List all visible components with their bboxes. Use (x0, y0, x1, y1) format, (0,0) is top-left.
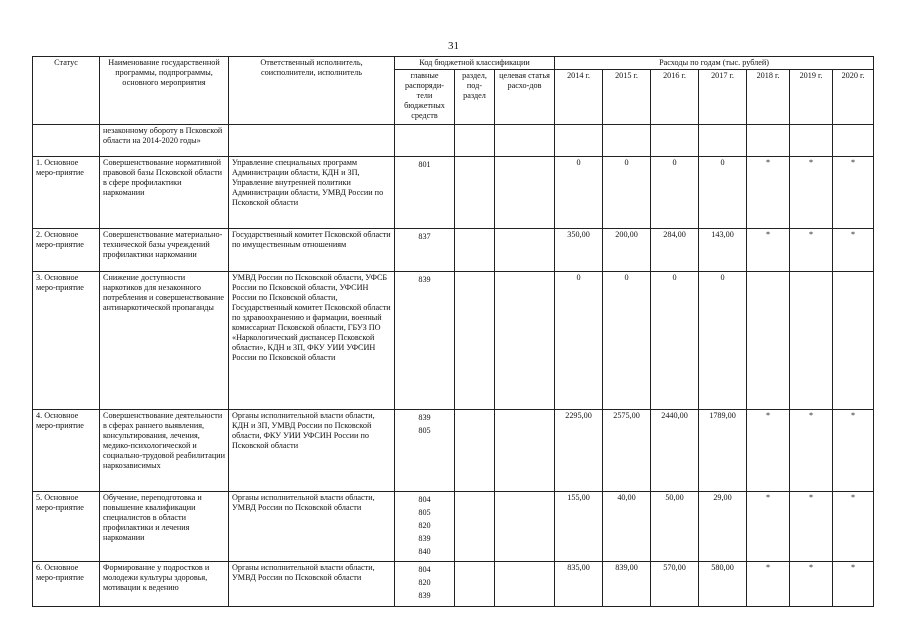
row-code: 820 (418, 521, 431, 530)
row-code: 805 (418, 426, 431, 435)
row-name: Совершенствование деятельности в сферах раннего выявления, консультирования, лечения, медико-психологической и социально-трудовой реабилитации наркозависимых (100, 410, 229, 492)
row-name: Формирование у подростков и молодежи культуры здоровья, мотивации к ведению (100, 562, 229, 607)
row-value: * (790, 157, 833, 229)
header-executor: Ответственный исполнитель, соисполнители, исполнитель (229, 57, 395, 125)
row-code: 804 (418, 565, 431, 574)
row-value: * (790, 410, 833, 492)
header-year: 2014 г. (555, 70, 603, 125)
row-value: 570,00 (651, 562, 699, 607)
table-row (33, 157, 874, 229)
header-budget-code: Код бюджетной классификации (395, 57, 555, 70)
row-value: 0 (651, 157, 699, 229)
row-code: 805 (418, 508, 431, 517)
row-value: 2440,00 (651, 410, 699, 492)
row-value: 2575,00 (603, 410, 651, 492)
row-codes (395, 562, 455, 607)
header-status: Статус (33, 57, 100, 125)
row-codes (395, 410, 455, 492)
row-value: * (747, 410, 790, 492)
row-value: * (747, 157, 790, 229)
row-value: * (747, 492, 790, 562)
row-value: * (747, 562, 790, 607)
continuation-row (33, 125, 874, 157)
row-value: 0 (651, 272, 699, 410)
row-codes (395, 157, 455, 229)
header-grbs: главные распоряди-тели бюджетных средств (395, 70, 455, 125)
row-codes (395, 229, 455, 272)
row-value: 50,00 (651, 492, 699, 562)
row-name: Снижение доступности наркотиков для незаконного потребления и совершенствование антинаркотической пропаганды (100, 272, 229, 410)
row-value: * (833, 492, 874, 562)
row-value: * (790, 562, 833, 607)
row-codes (395, 492, 455, 562)
row-code: 839 (418, 275, 431, 284)
row-name: Обучение, переподготовка и повышение квалификации специалистов в области профилактики и лечения наркомании (100, 492, 229, 562)
row-value: 0 (603, 272, 651, 410)
row-code: 801 (418, 160, 431, 169)
row-value: * (833, 157, 874, 229)
row-executor: Органы исполнительной власти области, КДН и ЗП, УМВД России по Псковской области, ФКУ УИИ УФСИН России по Псковской области (229, 410, 395, 492)
header-year: 2018 г. (747, 70, 790, 125)
header-year: 2015 г. (603, 70, 651, 125)
row-value: 350,00 (555, 229, 603, 272)
row-value: * (833, 229, 874, 272)
row-value: 0 (699, 157, 747, 229)
row-status: 2. Основное меро-приятие (33, 229, 100, 272)
row-value: * (833, 562, 874, 607)
header-expenses: Расходы по годам (тыс. рублей) (555, 57, 874, 70)
row-executor: Государственный комитет Псковской области по имущественным отношениям (229, 229, 395, 272)
row-value: * (833, 410, 874, 492)
row-status: 5. Основное меро-приятие (33, 492, 100, 562)
row-value (747, 272, 790, 410)
row-value: 0 (555, 272, 603, 410)
row-name: Совершенствование нормативной правовой базы Псковской области в сфере профилактики наркомании (100, 157, 229, 229)
row-code: 839 (418, 591, 431, 600)
row-value: 0 (555, 157, 603, 229)
row-code: 839 (418, 534, 431, 543)
row-code: 804 (418, 495, 431, 504)
row-value: 1789,00 (699, 410, 747, 492)
header-year: 2020 г. (833, 70, 874, 125)
table-row (33, 410, 874, 492)
table-row (33, 272, 874, 410)
row-value (833, 272, 874, 410)
row-status: 1. Основное меро-приятие (33, 157, 100, 229)
header-target: целевая статья расхо-дов (495, 70, 555, 125)
row-value: 29,00 (699, 492, 747, 562)
row-value: 0 (603, 157, 651, 229)
row-executor: Органы исполнительной власти области, УМВД России по Псковской области (229, 562, 395, 607)
row-executor: Органы исполнительной власти области, УМВД России по Псковской области (229, 492, 395, 562)
row-code: 839 (418, 413, 431, 422)
table-row (33, 492, 874, 562)
row-value: * (790, 492, 833, 562)
row-status: 3. Основное меро-приятие (33, 272, 100, 410)
row-name: Совершенствование материально-технической базы учреждений профилактики наркомании (100, 229, 229, 272)
row-executor: УМВД России по Псковской области, УФСБ России по Псковской области, УФСИН России по Псковской области, Государственный комитет Псковской области по здравоохранению и фармации, военный комиссариат Псковской области, ГБУЗ ПО «Наркологический диспансер Псковской области», КДН и ЗП, ФКУ УИИ УФСИН России по Псковской области (229, 272, 395, 410)
table-row (33, 562, 874, 607)
row-value: * (790, 229, 833, 272)
page-number: 31 (448, 40, 459, 52)
header-name: Наименование государственной программы, подпрограммы, основного мероприятия (100, 57, 229, 125)
header-section: раздел, под-раздел (455, 70, 495, 125)
row-value: 40,00 (603, 492, 651, 562)
expenses-table (32, 56, 874, 607)
row-value: 200,00 (603, 229, 651, 272)
continuation-text: незаконному обороту в Псковской области на 2014-2020 годы» (100, 125, 229, 157)
row-value: 143,00 (699, 229, 747, 272)
row-value: * (747, 229, 790, 272)
row-value: 835,00 (555, 562, 603, 607)
row-value: 155,00 (555, 492, 603, 562)
row-code: 837 (418, 232, 431, 241)
row-code: 820 (418, 578, 431, 587)
header-year: 2017 г. (699, 70, 747, 125)
header-year: 2016 г. (651, 70, 699, 125)
row-value: 284,00 (651, 229, 699, 272)
table-row (33, 229, 874, 272)
row-codes (395, 272, 455, 410)
row-value (790, 272, 833, 410)
row-status: 6. Основное меро-приятие (33, 562, 100, 607)
row-value: 580,00 (699, 562, 747, 607)
row-value: 0 (699, 272, 747, 410)
row-value: 839,00 (603, 562, 651, 607)
row-code: 840 (418, 547, 431, 556)
row-status: 4. Основное меро-приятие (33, 410, 100, 492)
row-executor: Управление специальных программ Администрации области, КДН и ЗП, Управление внутренней политики Администрации области, УМВД России по Псковской области (229, 157, 395, 229)
row-value: 2295,00 (555, 410, 603, 492)
header-year: 2019 г. (790, 70, 833, 125)
